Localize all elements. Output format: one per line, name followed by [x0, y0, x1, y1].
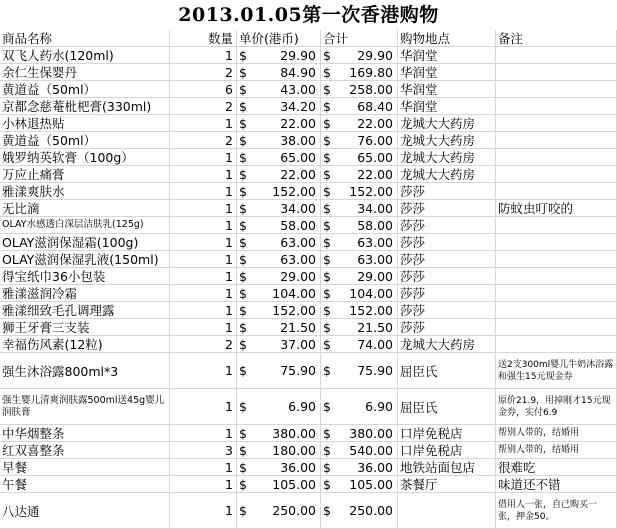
unit-price-cell-value: 29.00: [280, 268, 316, 284]
currency-symbol: $: [323, 217, 331, 233]
unit-price-cell[interactable]: [237, 268, 321, 285]
total-cell-value: 540.00: [349, 442, 393, 458]
header-cell: 购物地点: [398, 30, 496, 47]
total-cell-value: 29.90: [357, 47, 393, 63]
item-name-cell[interactable]: 雅漾滋润冷霜: [0, 285, 170, 302]
total-cell[interactable]: [321, 442, 398, 459]
unit-price-cell[interactable]: [237, 183, 321, 200]
table-row: [0, 166, 617, 183]
total-cell-value: 29.00: [357, 268, 393, 284]
unit-price-cell-value: 34.00: [280, 200, 316, 216]
note-cell[interactable]: 帮别人带的，结婚用: [496, 425, 617, 442]
quantity-cell[interactable]: 1: [170, 476, 237, 493]
table-row: [0, 353, 617, 389]
unit-price-cell-value: 22.00: [280, 115, 316, 131]
note-cell[interactable]: [496, 183, 617, 200]
table-row: [0, 476, 617, 493]
note-cell[interactable]: [496, 336, 617, 353]
unit-price-cell[interactable]: [237, 64, 321, 81]
currency-symbol: $: [323, 363, 331, 378]
currency-symbol: $: [323, 425, 331, 441]
total-cell[interactable]: [321, 64, 398, 81]
store-cell[interactable]: 莎莎: [398, 183, 496, 200]
currency-symbol: $: [239, 217, 247, 233]
store-cell[interactable]: 华润堂: [398, 98, 496, 115]
unit-price-cell[interactable]: [237, 251, 321, 268]
quantity-cell[interactable]: 2: [170, 64, 237, 81]
item-name-cell[interactable]: 娥罗纳英软膏（100g）: [0, 149, 170, 166]
total-cell[interactable]: [321, 493, 398, 529]
total-cell[interactable]: [321, 115, 398, 132]
store-cell[interactable]: 口岸免税店: [398, 442, 496, 459]
currency-symbol: $: [323, 268, 331, 284]
total-cell-value: 104.00: [349, 285, 393, 301]
total-cell[interactable]: [321, 285, 398, 302]
quantity-cell[interactable]: 1: [170, 234, 237, 251]
item-name-cell[interactable]: 早餐: [0, 459, 170, 476]
currency-symbol: $: [323, 399, 331, 414]
unit-price-cell[interactable]: [237, 47, 321, 64]
item-name-cell[interactable]: 午餐: [0, 476, 170, 493]
total-cell-value: 152.00: [349, 183, 393, 199]
unit-price-cell[interactable]: [237, 132, 321, 149]
quantity-cell[interactable]: 1: [170, 251, 237, 268]
quantity-cell[interactable]: 1: [170, 149, 237, 166]
currency-symbol: $: [239, 336, 247, 352]
table-row: [0, 149, 617, 166]
currency-symbol: $: [239, 476, 247, 492]
unit-price-cell[interactable]: [237, 166, 321, 183]
total-cell-value: 63.00: [357, 251, 393, 267]
store-cell[interactable]: 口岸免税店: [398, 425, 496, 442]
unit-price-cell[interactable]: [237, 425, 321, 442]
item-name-cell[interactable]: 小林退热贴: [0, 115, 170, 132]
unit-price-cell-value: 37.00: [280, 336, 316, 352]
currency-symbol: $: [323, 476, 331, 492]
currency-symbol: $: [239, 268, 247, 284]
note-cell[interactable]: [496, 268, 617, 285]
store-cell[interactable]: 华润堂: [398, 64, 496, 81]
item-name-cell[interactable]: 黄道益（50ml）: [0, 81, 170, 98]
unit-price-cell-value: 43.00: [280, 81, 316, 97]
store-cell[interactable]: 屈臣氏: [398, 389, 496, 425]
unit-price-cell[interactable]: [237, 115, 321, 132]
unit-price-cell[interactable]: [237, 336, 321, 353]
unit-price-cell-value: 58.00: [280, 217, 316, 233]
unit-price-cell[interactable]: [237, 234, 321, 251]
unit-price-cell[interactable]: [237, 353, 321, 389]
unit-price-cell-value: 105.00: [272, 476, 316, 492]
note-cell[interactable]: [496, 132, 617, 149]
table-row: [0, 268, 617, 285]
store-cell[interactable]: 莎莎: [398, 200, 496, 217]
note-cell[interactable]: [496, 81, 617, 98]
note-cell[interactable]: 味道还不错: [496, 476, 617, 493]
note-cell[interactable]: [496, 285, 617, 302]
total-cell-value: 22.00: [357, 166, 393, 182]
quantity-cell[interactable]: 1: [170, 353, 237, 389]
note-cell[interactable]: [496, 64, 617, 81]
currency-symbol: $: [239, 363, 247, 378]
unit-price-cell-value: 75.90: [280, 363, 316, 378]
table-row: [0, 183, 617, 200]
store-cell[interactable]: 莎莎: [398, 285, 496, 302]
total-cell-value: 34.00: [357, 200, 393, 216]
quantity-cell[interactable]: 1: [170, 268, 237, 285]
header-row: [0, 30, 617, 47]
note-cell[interactable]: [496, 115, 617, 132]
item-name-cell[interactable]: 黄道益（50ml）: [0, 132, 170, 149]
item-name-cell[interactable]: 双飞人药水(120ml): [0, 47, 170, 64]
currency-symbol: $: [323, 302, 331, 318]
unit-price-cell[interactable]: [237, 200, 321, 217]
total-cell-value: 6.90: [365, 399, 393, 414]
unit-price-cell[interactable]: [237, 98, 321, 115]
table-row: [0, 115, 617, 132]
store-cell[interactable]: 龙城大大药房: [398, 132, 496, 149]
total-cell[interactable]: [321, 302, 398, 319]
table-row: [0, 98, 617, 115]
unit-price-cell-value: 104.00: [272, 285, 316, 301]
table-row: [0, 389, 617, 425]
note-cell[interactable]: [496, 98, 617, 115]
table-row: [0, 132, 617, 149]
header-cell: 备注: [496, 30, 617, 47]
store-cell[interactable]: 屈臣氏: [398, 353, 496, 389]
currency-symbol: $: [323, 98, 331, 114]
store-cell[interactable]: 茶餐厅: [398, 476, 496, 493]
store-cell[interactable]: 莎莎: [398, 217, 496, 234]
currency-symbol: $: [239, 399, 247, 414]
unit-price-cell[interactable]: [237, 302, 321, 319]
item-name-cell[interactable]: 强生婴儿清爽润肤露500ml送45g婴儿润肤膏: [0, 389, 170, 425]
quantity-cell[interactable]: 1: [170, 389, 237, 425]
table-row: [0, 47, 617, 64]
item-name-cell[interactable]: 狮王牙膏三支装: [0, 319, 170, 336]
currency-symbol: $: [239, 459, 247, 475]
total-cell[interactable]: [321, 389, 398, 425]
total-cell[interactable]: [321, 425, 398, 442]
total-cell[interactable]: [321, 183, 398, 200]
item-name-cell[interactable]: OLAY滋润保湿乳液(150ml): [0, 251, 170, 268]
store-cell[interactable]: 莎莎: [398, 302, 496, 319]
table-row: [0, 459, 617, 476]
note-cell[interactable]: [496, 302, 617, 319]
quantity-cell[interactable]: 3: [170, 442, 237, 459]
store-cell[interactable]: 龙城大大药房: [398, 166, 496, 183]
currency-symbol: $: [323, 200, 331, 216]
table-row: [0, 234, 617, 251]
table-row: [0, 302, 617, 319]
store-cell[interactable]: [398, 493, 496, 529]
item-name-cell[interactable]: OLAY水感透白深层洁肤乳(125g): [0, 217, 170, 234]
total-cell[interactable]: [321, 353, 398, 389]
currency-symbol: $: [323, 336, 331, 352]
quantity-cell[interactable]: 1: [170, 319, 237, 336]
total-cell-value: 258.00: [349, 81, 393, 97]
quantity-cell[interactable]: 1: [170, 459, 237, 476]
table-row: [0, 64, 617, 81]
table-row: [0, 81, 617, 98]
unit-price-cell-value: 22.00: [280, 166, 316, 182]
store-cell[interactable]: 莎莎: [398, 319, 496, 336]
unit-price-cell[interactable]: [237, 217, 321, 234]
currency-symbol: $: [239, 183, 247, 199]
quantity-cell[interactable]: 2: [170, 98, 237, 115]
currency-symbol: $: [239, 149, 247, 165]
item-name-cell[interactable]: 无比滴: [0, 200, 170, 217]
total-cell-value: 65.00: [357, 149, 393, 165]
table-row: [0, 336, 617, 353]
quantity-cell[interactable]: 1: [170, 166, 237, 183]
currency-symbol: $: [239, 442, 247, 458]
quantity-cell[interactable]: 1: [170, 200, 237, 217]
quantity-cell[interactable]: 2: [170, 336, 237, 353]
item-name-cell[interactable]: OLAY滋润保湿霜(100g): [0, 234, 170, 251]
currency-symbol: $: [239, 302, 247, 318]
currency-symbol: $: [239, 115, 247, 131]
total-cell-value: 22.00: [357, 115, 393, 131]
item-name-cell[interactable]: 强生沐浴露800ml*3: [0, 353, 170, 389]
unit-price-cell-value: 380.00: [272, 425, 316, 441]
total-cell[interactable]: [321, 319, 398, 336]
total-cell[interactable]: [321, 268, 398, 285]
store-cell[interactable]: 华润堂: [398, 81, 496, 98]
item-name-cell[interactable]: 幸福伤风素(12粒): [0, 336, 170, 353]
total-cell-value: 21.50: [357, 319, 393, 335]
note-cell[interactable]: [496, 149, 617, 166]
total-cell-value: 76.00: [357, 132, 393, 148]
total-cell-value: 63.00: [357, 234, 393, 250]
note-cell[interactable]: [496, 217, 617, 234]
total-cell[interactable]: [321, 234, 398, 251]
note-cell[interactable]: 防蚊虫叮咬的: [496, 200, 617, 217]
currency-symbol: $: [239, 425, 247, 441]
currency-symbol: $: [239, 251, 247, 267]
total-cell[interactable]: [321, 251, 398, 268]
currency-symbol: $: [323, 251, 331, 267]
currency-symbol: $: [323, 285, 331, 301]
unit-price-cell[interactable]: [237, 319, 321, 336]
quantity-cell[interactable]: 6: [170, 81, 237, 98]
total-cell-value: 105.00: [349, 476, 393, 492]
table-row: [0, 442, 617, 459]
header-cell: 数量: [170, 30, 237, 47]
currency-symbol: $: [323, 166, 331, 182]
currency-symbol: $: [239, 64, 247, 80]
total-cell-value: 250.00: [349, 503, 393, 518]
currency-symbol: $: [323, 319, 331, 335]
currency-symbol: $: [239, 319, 247, 335]
item-name-cell[interactable]: 万应止痛膏: [0, 166, 170, 183]
unit-price-cell[interactable]: [237, 476, 321, 493]
currency-symbol: $: [323, 47, 331, 63]
currency-symbol: $: [239, 132, 247, 148]
currency-symbol: $: [323, 234, 331, 250]
unit-price-cell-value: 84.90: [280, 64, 316, 80]
currency-symbol: $: [323, 503, 331, 518]
item-name-cell[interactable]: 京都念慈菴枇杷膏(330ml): [0, 98, 170, 115]
note-cell[interactable]: 借用人一张，自己购买一张，押金50。: [496, 493, 617, 529]
table-row: [0, 251, 617, 268]
note-cell[interactable]: 很难吃: [496, 459, 617, 476]
currency-symbol: $: [323, 442, 331, 458]
total-cell[interactable]: [321, 459, 398, 476]
note-cell[interactable]: 送2支300ml婴儿牛奶沐浴露和强生15元现金券: [496, 353, 617, 389]
unit-price-cell-value: 63.00: [280, 234, 316, 250]
item-name-cell[interactable]: 八达通: [0, 493, 170, 529]
unit-price-cell-value: 34.20: [280, 98, 316, 114]
currency-symbol: $: [239, 47, 247, 63]
item-name-cell[interactable]: 雅漾爽肤水: [0, 183, 170, 200]
table-row: [0, 200, 617, 217]
note-cell[interactable]: [496, 47, 617, 64]
currency-symbol: $: [239, 234, 247, 250]
table-row: [0, 493, 617, 529]
header-cell: 商品名称: [0, 30, 170, 47]
total-cell[interactable]: [321, 47, 398, 64]
item-name-cell[interactable]: 雅漾细致毛孔调理露: [0, 302, 170, 319]
total-cell[interactable]: [321, 132, 398, 149]
unit-price-cell-value: 38.00: [280, 132, 316, 148]
table-row: [0, 319, 617, 336]
unit-price-cell-value: 180.00: [272, 442, 316, 458]
total-cell-value: 75.90: [357, 363, 393, 378]
store-cell[interactable]: 莎莎: [398, 251, 496, 268]
quantity-cell[interactable]: 1: [170, 115, 237, 132]
unit-price-cell-value: 152.00: [272, 183, 316, 199]
currency-symbol: $: [239, 98, 247, 114]
quantity-cell[interactable]: 1: [170, 183, 237, 200]
quantity-cell[interactable]: 1: [170, 285, 237, 302]
unit-price-cell-value: 152.00: [272, 302, 316, 318]
total-cell[interactable]: [321, 200, 398, 217]
total-cell-value: 169.80: [349, 64, 393, 80]
total-cell-value: 380.00: [349, 425, 393, 441]
store-cell[interactable]: 莎莎: [398, 268, 496, 285]
header-cell: 单价(港币): [237, 30, 321, 47]
unit-price-cell-value: 29.90: [280, 47, 316, 63]
store-cell[interactable]: 华润堂: [398, 47, 496, 64]
quantity-cell[interactable]: 1: [170, 47, 237, 64]
item-name-cell[interactable]: 中华烟整条: [0, 425, 170, 442]
total-cell[interactable]: [321, 336, 398, 353]
currency-symbol: $: [323, 81, 331, 97]
unit-price-cell[interactable]: [237, 442, 321, 459]
store-cell[interactable]: 龙城大大药房: [398, 336, 496, 353]
quantity-cell[interactable]: 1: [170, 302, 237, 319]
store-cell[interactable]: 龙城大大药房: [398, 149, 496, 166]
unit-price-cell[interactable]: [237, 459, 321, 476]
currency-symbol: $: [323, 64, 331, 80]
currency-symbol: $: [239, 503, 247, 518]
total-cell-value: 58.00: [357, 217, 393, 233]
currency-symbol: $: [323, 115, 331, 131]
total-cell-value: 74.00: [357, 336, 393, 352]
quantity-cell[interactable]: 1: [170, 493, 237, 529]
total-cell[interactable]: [321, 476, 398, 493]
unit-price-cell-value: 250.00: [272, 503, 316, 518]
total-cell[interactable]: [321, 98, 398, 115]
total-cell[interactable]: [321, 166, 398, 183]
unit-price-cell-value: 21.50: [280, 319, 316, 335]
currency-symbol: $: [239, 285, 247, 301]
table-row: [0, 425, 617, 442]
currency-symbol: $: [239, 166, 247, 182]
table-row: [0, 285, 617, 302]
store-cell[interactable]: 龙城大大药房: [398, 115, 496, 132]
unit-price-cell[interactable]: [237, 493, 321, 529]
unit-price-cell[interactable]: [237, 285, 321, 302]
currency-symbol: $: [239, 81, 247, 97]
sheet-title: 2013.01.05第一次香港购物: [178, 4, 439, 26]
table-row: [0, 217, 617, 234]
store-cell[interactable]: 地铁站面包店: [398, 459, 496, 476]
unit-price-cell[interactable]: [237, 81, 321, 98]
quantity-cell[interactable]: 1: [170, 425, 237, 442]
unit-price-cell-value: 65.00: [280, 149, 316, 165]
unit-price-cell[interactable]: [237, 389, 321, 425]
total-cell-value: 36.00: [357, 459, 393, 475]
store-cell[interactable]: 莎莎: [398, 234, 496, 251]
currency-symbol: $: [323, 149, 331, 165]
total-cell-value: 152.00: [349, 302, 393, 318]
currency-symbol: $: [323, 459, 331, 475]
unit-price-cell-value: 63.00: [280, 251, 316, 267]
item-name-cell[interactable]: 余仁生保婴丹: [0, 64, 170, 81]
purchase-table: [0, 30, 617, 529]
note-cell[interactable]: [496, 251, 617, 268]
total-cell-value: 68.40: [357, 98, 393, 114]
quantity-cell[interactable]: 1: [170, 217, 237, 234]
currency-symbol: $: [323, 183, 331, 199]
item-name-cell[interactable]: 得宝纸巾36小包装: [0, 268, 170, 285]
item-name-cell[interactable]: 红双喜整条: [0, 442, 170, 459]
quantity-cell[interactable]: 2: [170, 132, 237, 149]
unit-price-cell-value: 36.00: [280, 459, 316, 475]
note-cell[interactable]: [496, 166, 617, 183]
currency-symbol: $: [323, 132, 331, 148]
note-cell[interactable]: 帮别人带的，结婚用: [496, 442, 617, 459]
currency-symbol: $: [239, 200, 247, 216]
unit-price-cell[interactable]: [237, 149, 321, 166]
note-cell[interactable]: 原价21.9，用掉刚才15元现金券，实付6.9: [496, 389, 617, 425]
header-cell: 合计: [321, 30, 398, 47]
unit-price-cell-value: 6.90: [288, 399, 316, 414]
total-cell[interactable]: [321, 149, 398, 166]
note-cell[interactable]: [496, 319, 617, 336]
total-cell[interactable]: [321, 217, 398, 234]
note-cell[interactable]: [496, 234, 617, 251]
total-cell[interactable]: [321, 81, 398, 98]
